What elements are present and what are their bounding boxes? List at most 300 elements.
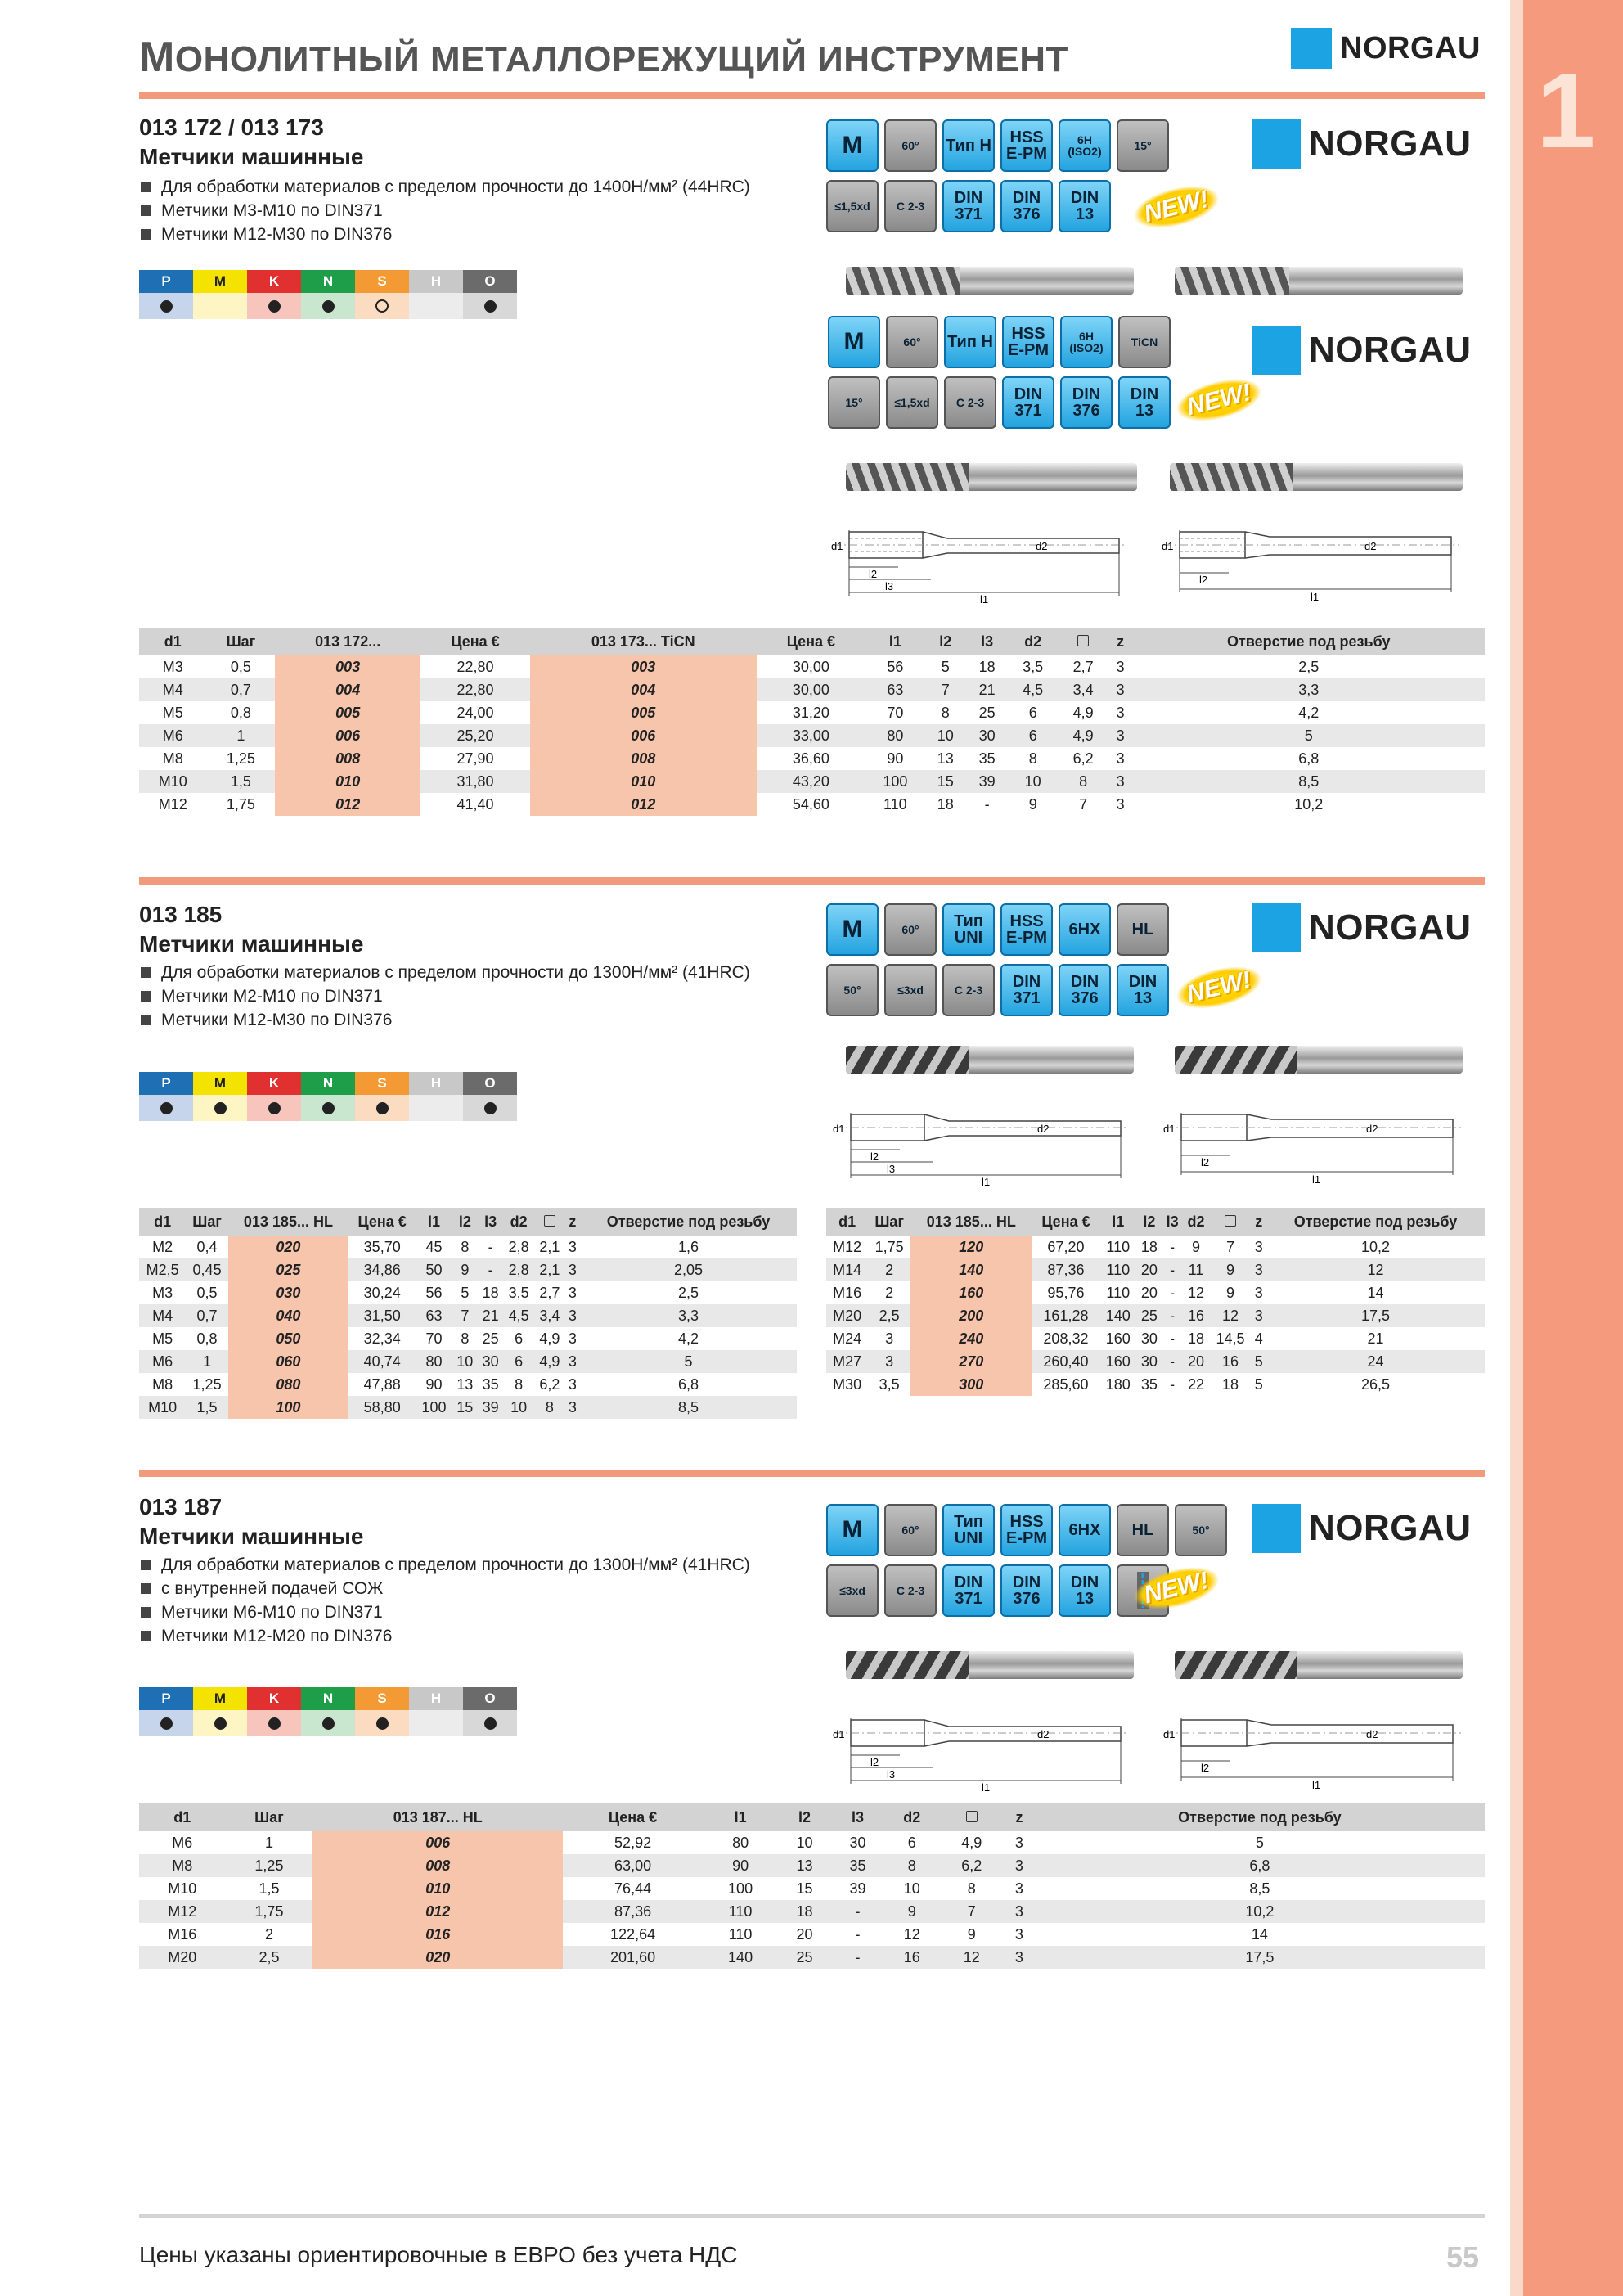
table-cell: 3 [1116, 795, 1125, 813]
material-group-k: K [247, 270, 301, 293]
thread-angle-icon: 60° [884, 119, 937, 172]
table-cell: 10 [503, 1396, 534, 1419]
thread-angle-icon: 60° [884, 1504, 937, 1556]
table-cell: 8 [941, 704, 950, 721]
material-suitability-cell [247, 1710, 301, 1736]
table-cell: 34,86 [348, 1258, 416, 1281]
table-cell: 1,6 [677, 1238, 699, 1255]
table-cell: 3 [1252, 1258, 1266, 1281]
table-cell: 3 [1108, 678, 1133, 701]
table-cell: M20 [826, 1304, 868, 1327]
order-code-cell: 008 [312, 1854, 563, 1877]
dim-label-d2: d2 [1364, 540, 1377, 552]
table-cell: 2 [264, 1925, 273, 1943]
section-1-title: Метчики машинные [139, 144, 364, 169]
table-cell: 1,5 [259, 1880, 280, 1897]
table-cell: 1,25 [192, 1375, 222, 1393]
table-cell: 161,28 [1032, 1304, 1099, 1327]
column-header: l2 [778, 1803, 831, 1831]
material-group-n: N [301, 1072, 355, 1095]
brand-square-icon [1252, 119, 1301, 169]
footer-rule [139, 2214, 1485, 2218]
dim-label-d1: d1 [833, 1728, 845, 1740]
din-13-icon: DIN 13 [1118, 376, 1171, 429]
column-header [1058, 628, 1108, 655]
suitable-icon [484, 300, 497, 313]
column-header: d2 [1183, 1208, 1210, 1236]
table-cell: 3 [568, 1238, 577, 1255]
footer-note: Цены указаны ориентировочные в ЕВРО без учета НДС [139, 2242, 738, 2267]
column-header: Отверстие под резьбу [580, 1208, 797, 1236]
table-cell: 27,90 [456, 750, 494, 767]
feature-item: Для обработки материалов с пределом прочности до 1300Н/мм² (41HRC) [141, 961, 750, 984]
table-cell: 2,5 [677, 1284, 699, 1301]
material-group-s: S [355, 1072, 409, 1095]
material-group-o: O [463, 270, 517, 293]
section-1-table [139, 628, 1485, 816]
dim-label-l2: l2 [1199, 574, 1208, 586]
material-suitability-cell [247, 1095, 301, 1121]
table-cell: 87,36 [563, 1900, 703, 1923]
material-group-s: S [355, 1687, 409, 1710]
depth-icon: ≤1,5xd [886, 376, 938, 429]
table-cell: 8,5 [1132, 770, 1485, 793]
depth-icon: ≤1,5xd [826, 180, 879, 232]
table-cell: M12 [833, 1238, 862, 1255]
table-cell: 1,25 [226, 750, 255, 767]
material-suitability-cell [193, 293, 247, 319]
table-cell: 12 [1266, 1258, 1485, 1281]
table-cell: 6 [503, 1350, 534, 1373]
table-cell: 10,2 [1294, 795, 1324, 813]
table-cell: 36,60 [792, 750, 829, 767]
dim-label-l1: l1 [982, 1176, 991, 1186]
section-1-icons-row-1 [826, 119, 1169, 172]
table-cell: 47,88 [363, 1375, 401, 1393]
suitable-icon [268, 300, 281, 313]
table-cell: M10 [139, 1396, 186, 1419]
order-code-cell: 010 [312, 1877, 563, 1900]
material-suitability-cell [355, 1095, 409, 1121]
material-suitability-cell [463, 1095, 517, 1121]
order-code-cell: 050 [228, 1327, 348, 1350]
table-cell: 5 [941, 658, 950, 675]
table-cell: 35 [978, 750, 996, 767]
table-cell: 16 [1183, 1304, 1210, 1327]
page-number: 55 [1446, 2240, 1480, 2274]
column-header: Цена € [757, 628, 866, 655]
table-cell: 21 [478, 1304, 503, 1327]
table-cell: 110 [1106, 1284, 1131, 1301]
table-cell: 12 [940, 1946, 1004, 1969]
table-cell: 21 [966, 678, 1008, 701]
hl-icon: HL [1117, 903, 1169, 956]
table-cell: 3 [565, 1396, 580, 1419]
material-suitability-cell [355, 1710, 409, 1736]
helix-angle-icon: 15° [828, 376, 880, 429]
table-cell: 3,3 [1132, 678, 1485, 701]
table-cell: M12 [158, 795, 187, 813]
table-cell: 8 [534, 1396, 565, 1419]
table-row [139, 1396, 797, 1419]
suitable-icon [322, 1717, 335, 1730]
table-cell: 8 [1028, 750, 1037, 767]
table-cell: 3,5 [879, 1375, 900, 1393]
section-3-rule [139, 1470, 1485, 1477]
table-row [139, 1258, 797, 1281]
table-row [139, 1854, 1485, 1877]
suitable-icon [268, 1102, 281, 1114]
metric-thread-icon: M [826, 1504, 879, 1556]
table-cell: 2,1 [534, 1258, 565, 1281]
suitable-icon [484, 1102, 497, 1114]
table-cell: 110 [1106, 1238, 1131, 1255]
material-suitability-cell [139, 293, 193, 319]
suitable-icon [160, 1717, 173, 1730]
table-cell: 30,00 [757, 678, 866, 701]
tap-dimension-drawing [826, 1702, 1137, 1792]
material-suitability-cell [301, 1095, 355, 1121]
section-1-brand-logo-1 [1252, 119, 1472, 169]
table-cell: 31,50 [348, 1304, 416, 1327]
table-cell: 39 [966, 770, 1008, 793]
table-cell: 10 [452, 1350, 478, 1373]
table-cell: 8 [1058, 770, 1108, 793]
table-cell: 18 [937, 795, 954, 813]
table-cell: 22,80 [456, 658, 494, 675]
column-header [1209, 1208, 1251, 1236]
table-cell: 22 [1187, 1375, 1204, 1393]
table-cell: M2,5 [139, 1258, 186, 1281]
table-cell: M27 [826, 1350, 868, 1373]
material-group-p: P [139, 1687, 193, 1710]
table-cell: 6,2 [539, 1375, 560, 1393]
table-cell: 3 [885, 1330, 894, 1347]
column-header: l1 [703, 1803, 778, 1831]
column-header: l3 [831, 1803, 884, 1831]
table-cell: 12 [903, 1925, 920, 1943]
table-cell: 41,40 [456, 795, 494, 813]
dim-label-l2: l2 [1201, 1156, 1210, 1168]
section-3-table [139, 1803, 1485, 1969]
order-code-cell: 030 [228, 1281, 348, 1304]
table-cell: 1 [264, 1834, 273, 1851]
chamfer-icon: C 2-3 [884, 1564, 937, 1617]
table-row [139, 1304, 797, 1327]
column-header: d2 [1008, 628, 1058, 655]
table-cell: 15 [924, 770, 966, 793]
depth-icon: ≤3xd [884, 964, 937, 1016]
dim-label-d2: d2 [1366, 1728, 1378, 1740]
table-cell: 40,74 [348, 1350, 416, 1373]
column-header: z [1004, 1803, 1035, 1831]
table-cell: 63 [865, 678, 924, 701]
table-cell: 6,8 [1035, 1854, 1485, 1877]
material-suitability-cell [409, 1710, 463, 1736]
table-cell: 3 [565, 1258, 580, 1281]
order-code-cell: 140 [910, 1258, 1032, 1281]
table-cell: 10 [796, 1834, 813, 1851]
material-group-h: H [409, 270, 463, 293]
din-376-icon: DIN 376 [1059, 964, 1111, 1016]
column-header: d2 [503, 1208, 534, 1236]
table-cell: 9 [1209, 1258, 1251, 1281]
column-header: Цена € [420, 628, 530, 655]
table-cell: 18 [1221, 1375, 1239, 1393]
table-cell: 5 [1252, 1350, 1266, 1373]
table-cell: 30 [478, 1350, 503, 1373]
table-row [139, 655, 1485, 678]
material-suitability-cell [139, 1095, 193, 1121]
table-cell: 6 [907, 1834, 916, 1851]
section-2-material-grid [139, 1072, 517, 1121]
table-cell: 10,2 [1035, 1900, 1485, 1923]
din-371-icon: DIN 371 [1000, 964, 1053, 1016]
dim-label-d2: d2 [1036, 540, 1048, 552]
table-row [139, 724, 1485, 747]
material-suitability-cell [193, 1095, 247, 1121]
table-cell: - [831, 1946, 884, 1969]
order-code-cell: 004 [530, 678, 757, 701]
table-cell: 3,5 [508, 1284, 529, 1301]
material-group-m: M [193, 1072, 247, 1095]
table-cell: 14 [1367, 1284, 1384, 1301]
coating-ticn-icon: TiCN [1118, 316, 1171, 368]
table-cell: 30 [1140, 1330, 1158, 1347]
column-header: l3 [966, 628, 1008, 655]
column-header: l1 [1099, 1208, 1136, 1236]
material-suitability-cell [355, 293, 409, 319]
feature-item: Метчики М12-М20 по DIN376 [141, 1624, 750, 1648]
metric-thread-icon: M [826, 119, 879, 172]
column-header: l3 [478, 1208, 503, 1236]
table-cell: 70 [425, 1330, 443, 1347]
table-cell: - [478, 1258, 503, 1281]
table-cell: 90 [887, 750, 904, 767]
square-shank-icon [1077, 635, 1089, 646]
square-shank-icon [966, 1811, 978, 1822]
table-cell: 63,00 [563, 1854, 703, 1877]
chapter-sidebar [1523, 0, 1623, 2296]
table-cell: 260,40 [1032, 1350, 1099, 1373]
table-cell: M30 [833, 1375, 862, 1393]
column-header: 013 172... [275, 628, 420, 655]
table-cell: 8,5 [580, 1396, 797, 1419]
order-code-cell: 020 [228, 1236, 348, 1258]
table-cell: 3 [1004, 1946, 1035, 1969]
table-row [139, 678, 1485, 701]
table-cell: 8 [884, 1854, 940, 1877]
dim-label-l1: l1 [982, 1781, 991, 1792]
column-header: Отверстие под резьбу [1132, 628, 1485, 655]
table-cell: 100 [728, 1880, 753, 1897]
suitable-icon [214, 1102, 227, 1114]
table-cell: 0,4 [196, 1238, 218, 1255]
material-suitability-cell [409, 1095, 463, 1121]
table-cell: M5 [152, 1330, 173, 1347]
table-cell: 1 [207, 724, 276, 747]
table-cell: 100 [865, 770, 924, 793]
section-2-icons-row-1 [826, 903, 1169, 956]
new-badge: NEW! [1129, 178, 1224, 236]
tap-image [1175, 1651, 1463, 1679]
table-cell: 30,24 [363, 1284, 401, 1301]
column-header: l1 [416, 1208, 452, 1236]
table-cell: 0,7 [207, 678, 276, 701]
table-row [139, 1831, 1485, 1854]
table-cell: 0,5 [196, 1284, 218, 1301]
section-3-brand-logo [1252, 1504, 1472, 1553]
table-cell: 4,5 [1008, 678, 1058, 701]
table-cell: 3 [1004, 1900, 1035, 1923]
column-header: 013 173... TiCN [530, 628, 757, 655]
table-cell: 12 [1187, 1284, 1204, 1301]
table-cell: - [984, 795, 990, 813]
din-13-icon: DIN 13 [1059, 180, 1111, 232]
table-row [139, 747, 1485, 770]
table-cell: 2,05 [580, 1258, 797, 1281]
table-cell: 4,9 [1072, 704, 1094, 721]
table-cell: 76,44 [614, 1880, 652, 1897]
column-header: d1 [139, 1208, 186, 1236]
table-cell: 122,64 [610, 1925, 656, 1943]
material-suitability-cell [409, 293, 463, 319]
chamfer-icon: C 2-3 [884, 180, 937, 232]
table-cell: 5 [1254, 1375, 1263, 1393]
table-cell: 90 [703, 1854, 778, 1877]
column-header: l3 [1162, 1208, 1183, 1236]
table-cell: M8 [139, 1854, 225, 1877]
table-cell: M8 [162, 750, 183, 767]
dim-label-l1: l1 [1311, 591, 1320, 603]
column-header: Цена € [563, 1803, 703, 1831]
dim-label-d2: d2 [1366, 1123, 1378, 1135]
table-cell: 58,80 [348, 1396, 416, 1419]
table-cell: 3 [568, 1284, 577, 1301]
table-cell: 0,8 [230, 704, 251, 721]
table-cell: 25 [1136, 1304, 1162, 1327]
order-code-cell: 040 [228, 1304, 348, 1327]
suitable-icon [322, 1102, 335, 1114]
table-cell: 9 [1028, 795, 1037, 813]
table-cell: 54,60 [792, 795, 829, 813]
table-cell: 30,00 [792, 658, 829, 675]
table-cell: 32,34 [363, 1330, 401, 1347]
table-row [826, 1327, 1485, 1350]
table-cell: 3 [1254, 1284, 1263, 1301]
dim-label-l3: l3 [887, 1163, 896, 1175]
table-cell: 11 [1183, 1258, 1210, 1281]
table-cell: 3 [565, 1304, 580, 1327]
dim-label-d1: d1 [831, 540, 843, 552]
table-cell: 25 [482, 1330, 499, 1347]
section-2-table-left [139, 1208, 797, 1419]
table-cell: M24 [833, 1330, 862, 1347]
tap-dimension-drawing [1157, 1702, 1468, 1792]
table-cell: 3,3 [580, 1304, 797, 1327]
table-cell: 208,32 [1043, 1330, 1089, 1347]
dim-label-l2: l2 [870, 1150, 879, 1163]
table-cell: M6 [172, 1834, 193, 1851]
table-cell: - [1170, 1238, 1176, 1255]
table-cell: 25 [778, 1946, 831, 1969]
table-cell: 1,75 [225, 1900, 312, 1923]
table-row [826, 1236, 1485, 1258]
table-row [826, 1350, 1485, 1373]
brand-name: NORGAU [1309, 907, 1472, 948]
table-cell: M4 [139, 678, 207, 701]
square-shank-icon [544, 1215, 555, 1227]
table-cell: 8 [515, 1375, 524, 1393]
brand-square-icon [1252, 903, 1301, 952]
tap-dimension-drawing [826, 1096, 1137, 1186]
table-cell: 15 [796, 1880, 813, 1897]
column-header: Шаг [186, 1208, 228, 1236]
table-cell: 0,5 [230, 658, 251, 675]
din-13-icon: DIN 13 [1117, 964, 1169, 1016]
order-code-cell: 006 [530, 724, 757, 747]
suitable-icon [214, 1717, 227, 1730]
table-cell: 5 [1255, 1834, 1264, 1851]
section-3-material-grid [139, 1687, 517, 1736]
dim-label-l2: l2 [870, 1756, 879, 1768]
din-376-icon: DIN 376 [1000, 1564, 1053, 1617]
table-cell: 5 [1132, 724, 1485, 747]
table-cell: M8 [152, 1375, 173, 1393]
table-cell: - [1170, 1284, 1176, 1301]
table-cell: 2,1 [539, 1238, 560, 1255]
table-row [139, 701, 1485, 724]
table-row [139, 1327, 797, 1350]
helix-angle-icon: 15° [1117, 119, 1169, 172]
table-row [139, 1373, 797, 1396]
table-cell: 13 [937, 750, 954, 767]
section-1-features [141, 175, 750, 246]
table-cell: 9 [967, 1925, 976, 1943]
table-cell: M6 [139, 1350, 186, 1373]
table-cell: 100 [416, 1396, 452, 1419]
tap-image [1175, 1046, 1463, 1074]
table-cell: M16 [833, 1284, 862, 1301]
table-cell: 3 [568, 1330, 577, 1347]
thread-angle-icon: 60° [886, 316, 938, 368]
section-2-title: Метчики машинные [139, 931, 364, 957]
table-cell: 5 [580, 1350, 797, 1373]
table-row [139, 1236, 797, 1258]
brand-name: NORGAU [1309, 124, 1472, 164]
column-header: Цена € [348, 1208, 416, 1236]
material-group-k: K [247, 1687, 301, 1710]
table-cell: 9 [452, 1258, 478, 1281]
order-code-cell: 006 [312, 1831, 563, 1854]
table-cell: 3 [1108, 770, 1133, 793]
table-cell: M10 [168, 1880, 197, 1897]
column-header: d1 [139, 1803, 225, 1831]
material-group-n: N [301, 270, 355, 293]
order-code-cell: 003 [530, 655, 757, 678]
table-cell: M16 [168, 1925, 197, 1943]
table-cell: M2 [152, 1238, 173, 1255]
table-cell: 20 [1140, 1284, 1158, 1301]
table-cell: - [1162, 1258, 1183, 1281]
table-cell: 8,5 [1249, 1880, 1270, 1897]
table-cell: 3 [1116, 750, 1125, 767]
column-header: Шаг [868, 1208, 910, 1236]
table-cell: 0,8 [196, 1330, 218, 1347]
order-code-cell: 100 [228, 1396, 348, 1419]
tolerance-icon: 6H (ISO2) [1059, 119, 1111, 172]
table-cell: 2 [868, 1258, 910, 1281]
